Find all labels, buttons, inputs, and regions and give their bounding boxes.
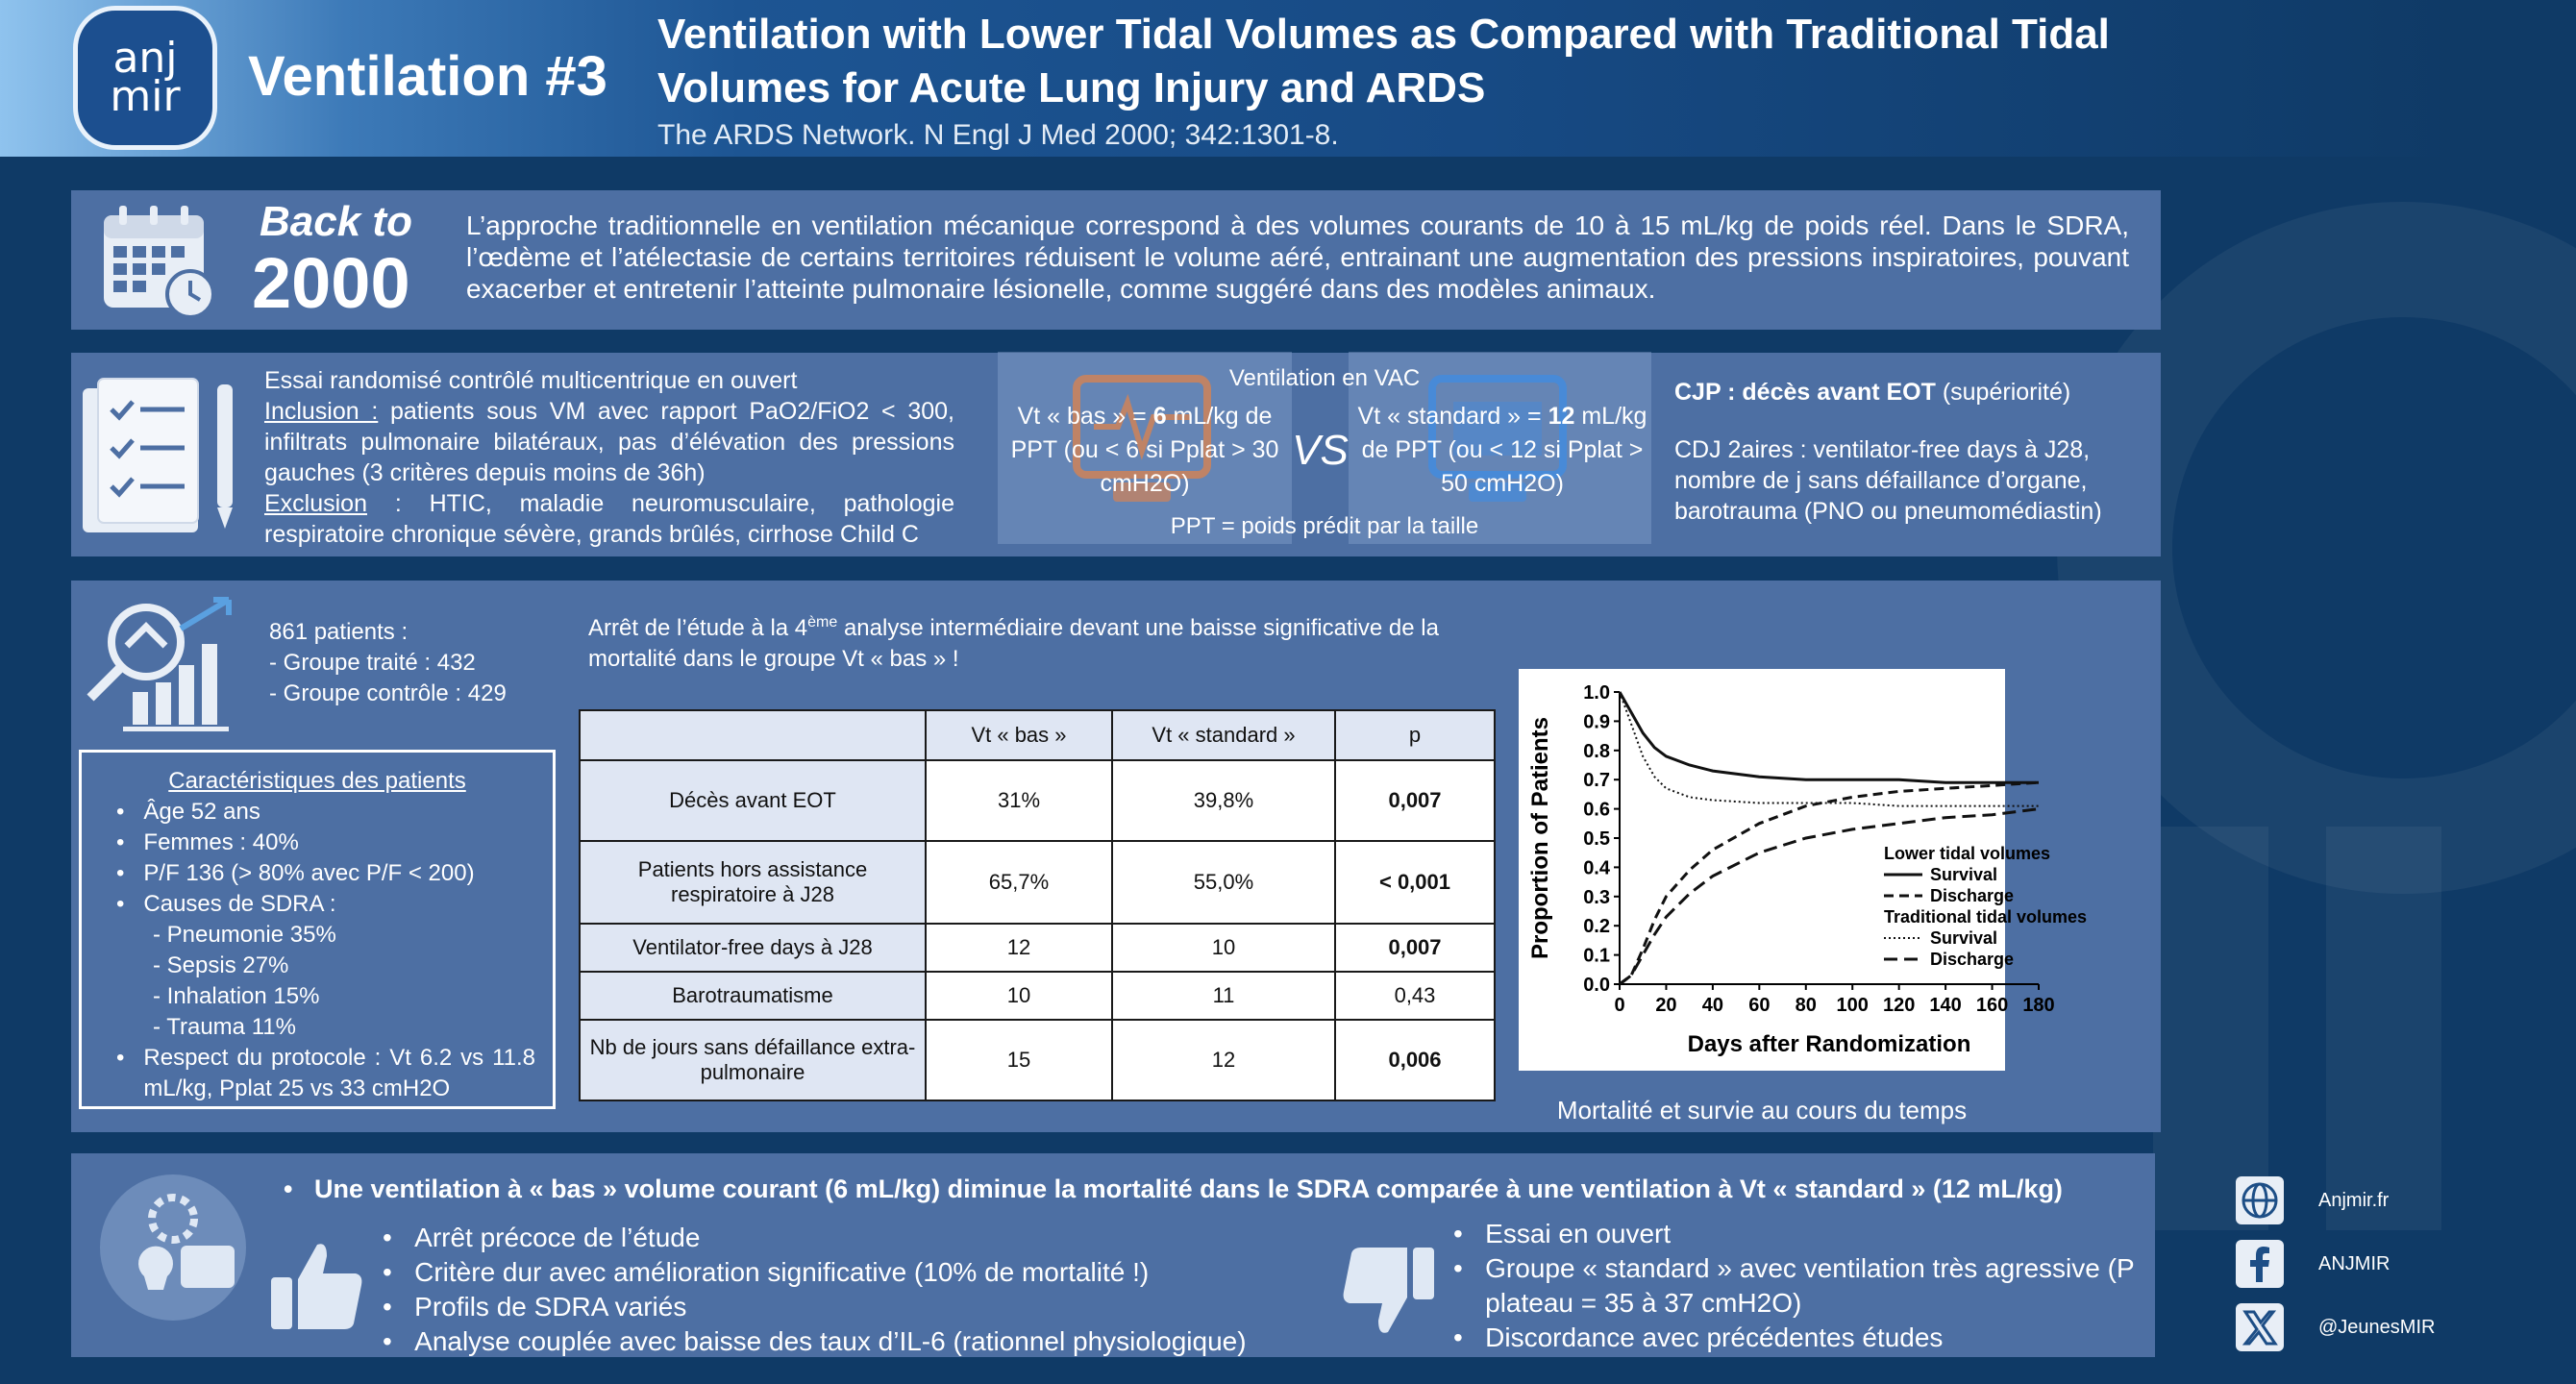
char-item: • Âge 52 ans	[116, 799, 260, 825]
stop-text-end: analyse intermédiaire devant une baisse significative de la mortalité dans le groupe Vt « bas » !	[588, 615, 1439, 672]
facebook-link[interactable]: ANJMIR	[2318, 1253, 2390, 1274]
table-cell-label: Barotraumatisme	[580, 972, 926, 1020]
legend-label-traditional-discharge: Discharge	[1930, 950, 2015, 969]
list-item: • Groupe « standard » avec ventilation très agressive (P plateau = 35 à 37 cmH2O)	[1453, 1251, 2145, 1321]
trial-stop-text	[588, 607, 1511, 675]
table-header-standard: Vt « standard »	[1112, 710, 1335, 760]
strength-item: Critère dur avec amélioration significative (10% de mortalité !)	[414, 1257, 1150, 1287]
limitation-item: Discordance avec précédentes études	[1485, 1322, 1944, 1352]
y-tick-label: 0.9	[1583, 711, 1610, 733]
table-cell: 39,8%	[1112, 760, 1335, 841]
limitations-list	[1453, 1217, 2145, 1355]
results-table	[579, 709, 1496, 1101]
list-item: • Profils de SDRA variés	[383, 1292, 687, 1322]
x-tick-label: 140	[1929, 995, 1962, 1016]
primary-endpoint	[1674, 377, 2136, 408]
table-cell-p: 0,007	[1335, 924, 1495, 972]
growth-chart-icon	[85, 590, 248, 734]
inclusion-label: Inclusion :	[264, 398, 379, 425]
y-tick-label: 0.0	[1583, 975, 1610, 996]
char-item: • Causes de SDRA :	[116, 891, 336, 917]
legend-label-traditional-survival: Survival	[1930, 928, 1998, 948]
table-cell-p: 0,006	[1335, 1020, 1495, 1100]
cause-inhalation: - Inhalation 15%	[153, 983, 320, 1009]
char-item: • Respect du protocole : Vt 6.2 vs 11.8 mL/kg, Pplat 25 vs 33 cmH2O	[116, 1043, 535, 1104]
table-header-p: p	[1335, 710, 1495, 760]
design-text: Essai randomisé contrôlé multicentrique en ouvert	[264, 367, 798, 394]
standard-arm-prefix: Vt « standard » =	[1357, 403, 1542, 430]
survival-figure	[1519, 669, 2088, 1071]
x-tick-label: 120	[1882, 995, 1916, 1016]
char-pf: P/F 136 (> 80% avec P/F < 200)	[143, 860, 475, 886]
idea-gear-icon	[96, 1171, 250, 1329]
characteristics-title: Caractéristiques des patients	[168, 768, 466, 794]
calendar-icon	[100, 202, 219, 321]
endpoints	[1674, 377, 2136, 527]
stop-text-start: Arrêt de l’étude à la 4	[588, 615, 808, 641]
char-causes: Causes de SDRA :	[143, 891, 336, 917]
table-cell: 55,0%	[1112, 841, 1335, 924]
website-link[interactable]: Anjmir.fr	[2318, 1190, 2390, 1211]
table-cell: 15	[926, 1020, 1112, 1100]
table-cell-label: Nb de jours sans défaillance extra-pulmonaire	[580, 1020, 926, 1100]
char-age: Âge 52 ans	[143, 799, 260, 825]
table-cell-label: Ventilator-free days à J28	[580, 924, 926, 972]
table-cell: 12	[926, 924, 1112, 972]
page-title: Ventilation with Lower Tidal Volumes as Compared with Traditional Tidal Volumes for Acute Lung Injury and ARDS	[657, 11, 2110, 111]
patient-counts	[269, 617, 507, 709]
logo-text-bottom: mir	[110, 72, 181, 121]
exclusion-text	[264, 488, 954, 550]
y-tick-label: 0.1	[1583, 945, 1610, 967]
y-tick-label: 1.0	[1583, 682, 1610, 704]
table-cell: 65,7%	[926, 841, 1112, 924]
x-tick-label: 0	[1614, 995, 1625, 1016]
exclusion-label: Exclusion	[264, 490, 367, 517]
char-item: • P/F 136 (> 80% avec P/F < 200)	[116, 860, 475, 886]
series-lower-survival	[1620, 692, 2039, 782]
x-tick-label: 80	[1795, 995, 1817, 1016]
logo-text-top: anj	[112, 34, 178, 83]
x-tick-label: 100	[1836, 995, 1869, 1016]
low-arm-text	[998, 400, 1292, 501]
strength-item: Arrêt précoce de l’étude	[414, 1223, 701, 1252]
globe-icon[interactable]	[2236, 1176, 2284, 1229]
char-item: • Femmes : 40%	[116, 829, 299, 855]
table-cell-label: Patients hors assistance respiratoire à J28	[580, 841, 926, 924]
x-tick-label: 160	[1975, 995, 2009, 1016]
cause-pneumonia: - Pneumonie 35%	[153, 922, 336, 948]
list-item: • Discordance avec précédentes études	[1453, 1322, 1944, 1352]
x-tick-label: 180	[2022, 995, 2055, 1016]
exclusion-criteria: : HTIC, maladie neuromusculaire, pathologie respiratoire chronique sévère, grands brûlés, cirrhose Child C	[264, 490, 954, 548]
year-label: 2000	[252, 243, 410, 323]
standard-arm-text	[1355, 400, 1649, 501]
char-women: Femmes : 40%	[143, 829, 299, 855]
series-traditional-survival	[1620, 692, 2039, 806]
limitation-item: Groupe « standard » avec ventilation très agressive (P plateau = 35 à 37 cmH2O)	[1485, 1253, 2135, 1318]
legend-group-traditional: Traditional tidal volumes	[1884, 907, 2088, 927]
standard-arm-rest: mL/kg de PPT (ou < 12 si Pplat > 50 cmH2O)	[1361, 403, 1647, 497]
methods-text	[264, 365, 954, 550]
main-conclusion: • Une ventilation à « bas » volume courant (6 mL/kg) diminue la mortalité dans le SDRA comparée à une ventilation à Vt « standard » (12 mL/kg)	[284, 1174, 2063, 1203]
low-arm-value: 6	[1152, 403, 1167, 430]
ventilation-arms	[998, 352, 1651, 544]
x-icon[interactable]	[2236, 1303, 2284, 1356]
list-item: • Essai en ouvert	[1453, 1219, 1672, 1248]
y-tick-label: 0.8	[1583, 740, 1610, 762]
inclusion-criteria: patients sous VM avec rapport PaO2/FiO2 < 300, infiltrats pulmonaire bilatéraux, pas d’élévation des pressions gauches (3 critères depuis moins de 36h)	[264, 398, 954, 486]
inclusion-text	[264, 396, 954, 488]
y-tick-label: 0.3	[1583, 886, 1610, 908]
strength-item: Profils de SDRA variés	[414, 1292, 687, 1322]
limitation-item: Essai en ouvert	[1485, 1219, 1672, 1248]
table-header-low: Vt « bas »	[926, 710, 1112, 760]
patient-characteristics-box	[79, 750, 556, 1109]
strengths-list	[383, 1221, 1305, 1359]
low-arm-prefix: Vt « bas » =	[1017, 403, 1147, 430]
table-row	[580, 924, 1495, 972]
control-count: - Groupe contrôle : 429	[269, 680, 507, 706]
x-axis-label: Days after Randomization	[1687, 1031, 1971, 1057]
treated-count: - Groupe traité : 432	[269, 650, 476, 676]
table-cell-label: Décès avant EOT	[580, 760, 926, 841]
low-arm-rest: mL/kg de PPT (ou < 6 si Pplat > 30 cmH2O)	[1010, 403, 1279, 497]
legend-label-lower-survival: Survival	[1930, 865, 1998, 884]
table-row	[580, 1020, 1495, 1100]
strength-item: Analyse couplée avec baisse des taux d’IL-6 (rationnel physiologique)	[414, 1326, 1247, 1356]
stop-superscript: ème	[807, 614, 838, 630]
table-row	[580, 841, 1495, 924]
table-header-row	[580, 710, 1495, 760]
anjmir-logo	[73, 6, 217, 150]
char-protocol: Respect du protocole : Vt 6.2 vs 11.8 mL/kg, Pplat 25 vs 33 cmH2O	[143, 1045, 535, 1101]
y-tick-label: 0.4	[1583, 857, 1610, 879]
standard-arm-value: 12	[1548, 403, 1575, 430]
legend-group-lower: Lower tidal volumes	[1884, 844, 2051, 863]
citation: The ARDS Network. N Engl J Med 2000; 342:1301-8.	[657, 119, 1339, 151]
table-cell: 12	[1112, 1020, 1335, 1100]
y-tick-label: 0.5	[1583, 828, 1610, 850]
thumbs-up-icon	[267, 1235, 367, 1340]
list-item: • Analyse couplée avec baisse des taux d’IL-6 (rationnel physiologique)	[383, 1326, 1247, 1356]
y-tick-label: 0.6	[1583, 799, 1610, 821]
thumbs-down-icon	[1338, 1242, 1438, 1347]
table-cell-p: 0,007	[1335, 760, 1495, 841]
vs-label: VS	[1292, 427, 1349, 474]
cause-trauma: - Trauma 11%	[153, 1014, 296, 1040]
facebook-icon[interactable]	[2236, 1240, 2284, 1293]
table-cell: 31%	[926, 760, 1112, 841]
patients-total: 861 patients :	[269, 619, 409, 645]
y-axis-label: Proportion of Patients	[1527, 717, 1553, 959]
main-conclusion-text: Une ventilation à « bas » volume courant (6 mL/kg) diminue la mortalité dans le SDRA comparée à une ventilation à Vt « standard » (12 mL/kg)	[313, 1174, 2063, 1203]
cause-sepsis: - Sepsis 27%	[153, 952, 289, 978]
x-tick-label: 20	[1655, 995, 1677, 1016]
series-title: Ventilation #3	[248, 45, 607, 108]
table-row	[580, 972, 1495, 1020]
context-text: L’approche traditionnelle en ventilation mécanique correspond à des volumes courants de 10 à 15 mL/kg de poids réel. Dans le SDRA, l’œdème et l’atélectasie de certains territoires réduisent le volume aéré, entrainant une augmentation des pressions inspiratoires, pouvant exacerber et entretenir l’atteinte pulmonaire lésionelle, comme suggéré dans des modèles animaux.	[466, 210, 2129, 304]
x-tick-label: 60	[1748, 995, 1771, 1016]
table-cell-p: < 0,001	[1335, 841, 1495, 924]
x-tick-label: 40	[1701, 995, 1724, 1016]
ppt-note: PPT = poids prédit par la taille	[1170, 513, 1479, 539]
table-cell: 10	[926, 972, 1112, 1020]
table-header-empty	[580, 710, 926, 760]
y-tick-label: 0.2	[1583, 916, 1610, 938]
legend-label-lower-discharge: Discharge	[1930, 886, 2015, 905]
primary-endpoint-type: (supériorité)	[1942, 379, 2071, 406]
back-to-label: Back to	[260, 198, 412, 245]
survival-chart	[1519, 669, 2088, 1071]
list-item: • Arrêt précoce de l’étude	[383, 1223, 701, 1252]
table-row	[580, 760, 1495, 841]
secondary-endpoints: CDJ 2aires : ventilator-free days à J28, nombre de j sans défaillance d’organe, barotrauma (PNO ou pneumomédiastin)	[1674, 436, 2102, 525]
clipboard-checklist-icon	[77, 375, 250, 538]
primary-endpoint-label: CJP : décès avant EOT	[1674, 379, 1936, 406]
figure-caption: Mortalité et survie au cours du temps	[1556, 1096, 1968, 1124]
list-item: • Critère dur avec amélioration significative (10% de mortalité !)	[383, 1257, 1150, 1287]
table-cell-p: 0,43	[1335, 972, 1495, 1020]
x-link[interactable]: @JeunesMIR	[2318, 1317, 2436, 1338]
vac-title: Ventilation en VAC	[1228, 365, 1421, 391]
table-cell: 10	[1112, 924, 1335, 972]
y-tick-label: 0.7	[1583, 770, 1610, 792]
table-cell: 11	[1112, 972, 1335, 1020]
